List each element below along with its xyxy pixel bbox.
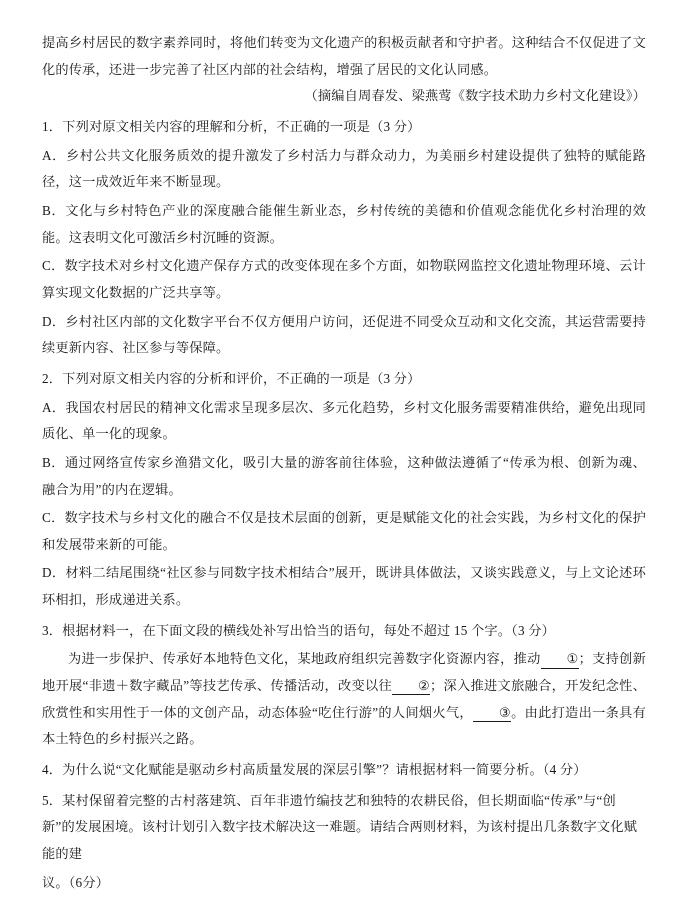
fill-blank-3[interactable]: ③: [473, 704, 511, 722]
question-2-option-b: B．通过网络宣传家乡渔猎文化，吸引大量的游客前往体验，这种做法遵循了“传承为根、创新为魂、融合为用”的内在逻辑。: [42, 454, 646, 497]
fill-part-2: ；支持创新地开展“非遗＋数字藏品”等技艺传承、传播活动，改变以往: [42, 651, 647, 694]
question-1-stem: 1．下列对原文相关内容的理解和分析，不正确的一项是（3 分）: [42, 118, 421, 134]
question-3: [42, 618, 646, 753]
question-2-option-c: C．数字技术与乡村文化的融合不仅是技术层面的创新，更是赋能文化的社会实践，为乡村文化的保护和发展带来新的可能。: [42, 510, 646, 552]
question-1: [42, 114, 646, 362]
question-5: [42, 788, 646, 897]
fill-part-3: ；深入推进文旅融合，开发纪念性、欣赏性和实用性于一体的文创产品，动态体验“吃住行游”的人间烟火气，: [42, 678, 647, 720]
question-4-stem: 4．为什么说“文化赋能是驱动乡村高质量发展的深层引擎”？请根据材料一简要分析。（4 分）: [42, 762, 587, 778]
fill-part-1: 为进一步保护、传承好本地特色文化，某地政府组织完善数字化资源内容，推动: [68, 651, 541, 667]
question-4: [42, 757, 646, 784]
fill-blank-1[interactable]: ①: [541, 650, 579, 668]
question-1-option-a: A．乡村公共文化服务质效的提升激发了乡村活力与群众动力，为美丽乡村建设提供了独特的赋能路径，这一成效近年来不断显现。: [42, 147, 646, 190]
lead-paragraph: 提高乡村居民的数字素养同时，将他们转变为文化遗产的积极贡献者和守护者。这种结合不仅促进了文化的传承，还进一步完善了社区内部的社会结构，增强了居民的文化认同感。: [42, 35, 646, 77]
fill-blank-2[interactable]: ②: [392, 677, 430, 695]
question-3-stem: 3．根据材料一，在下面文段的横线处补写出恰当的语句，每处不超过 15 个字。（3 分）: [42, 622, 556, 638]
fill-part-4: 。由此打造出一条具有本土特色的乡村振兴之路。: [42, 704, 646, 747]
question-5-stem: 5．某村保留着完整的古村落建筑、百年非遗竹编技艺和独特的农耕民俗，但长期面临“传承”与“创新”的发展困境。该村计划引入数字技术解决这一难题。请结合两则材料，为该村提出几条数字文化赋能的建: [42, 792, 638, 862]
question-5-stem-tail: 议。（6分）: [42, 874, 110, 890]
question-1-option-d: D．乡村社区内部的文化数字平台不仅方便用户访问，还促进不同受众互动和文化交流，其运营需要持续更新内容、社区参与等保障。: [42, 313, 646, 356]
question-1-option-b: B．文化与乡村特色产业的深度融合能催生新业态，乡村传统的美德和价值观念能优化乡村治理的效能。这表明文化可激活乡村沉睡的资源。: [42, 202, 646, 245]
question-2-option-a: A．我国农村居民的精神文化需求呈现多层次、多元化趋势，乡村文化服务需要精准供给，避免出现同质化、单一化的现象。: [42, 399, 646, 442]
question-2-stem: 2．下列对原文相关内容的分析和评价，不正确的一项是（3 分）: [42, 370, 421, 386]
question-2: [42, 366, 646, 614]
question-3-passage: [42, 646, 646, 753]
source-attribution: （摘编自周春发、梁燕莺《数字技术助力乡村文化建设》）: [304, 88, 646, 104]
question-2-option-d: D．材料二结尾围绕“社区参与同数字技术相结合”展开，既讲具体做法，又谈实践意义，与上文论述环环相扣，形成递进关系。: [42, 565, 646, 608]
question-1-option-c: C．数字技术对乡村文化遗产保存方式的改变体现在多个方面，如物联网监控文化遗址物理环境、云计算实现文化数据的广泛共享等。: [42, 258, 646, 300]
